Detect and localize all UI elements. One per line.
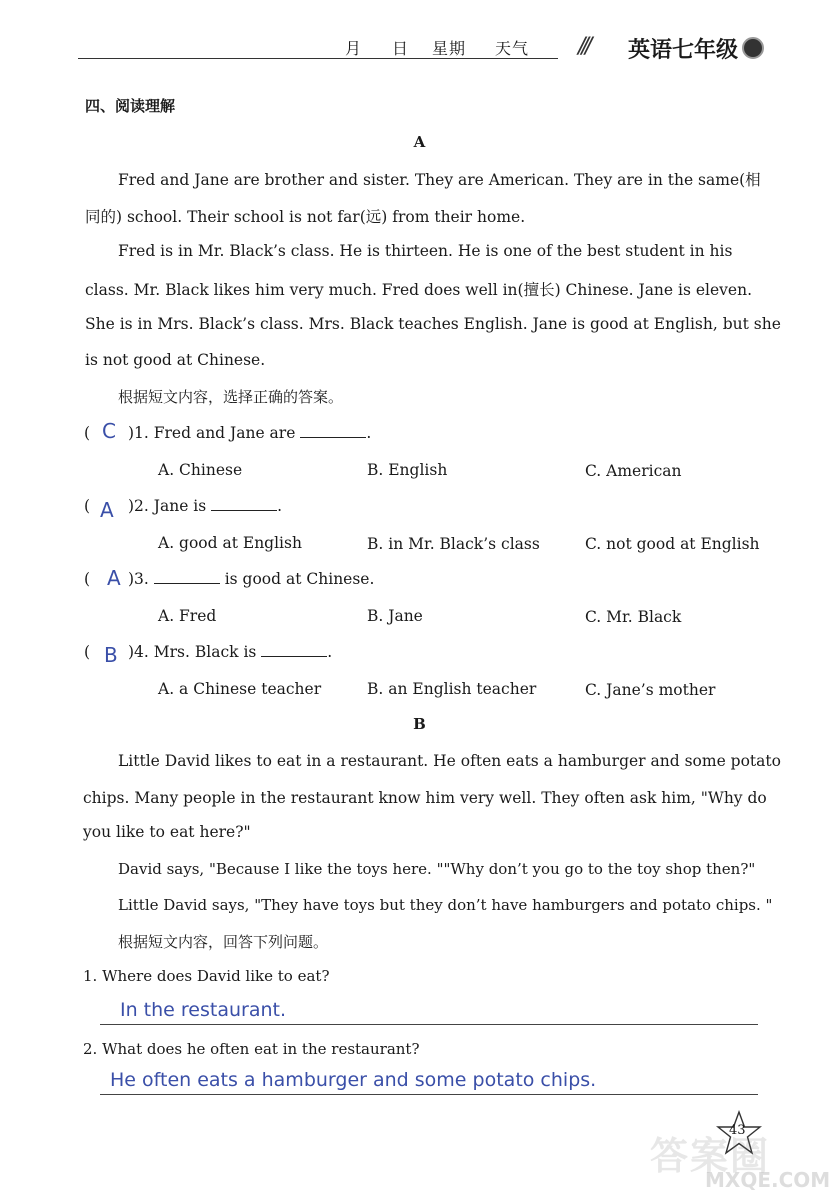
option-c: C. not good at English xyxy=(585,535,760,553)
option-c: C. American xyxy=(585,462,682,480)
handwritten-answer: B xyxy=(104,643,118,667)
header-slashes: /// xyxy=(578,34,589,59)
passage-b-line: Little David likes to eat in a restaurant. He often eats a hamburger and some potato xyxy=(118,752,781,770)
handwritten-answer: He often eats a hamburger and some potato chips. xyxy=(110,1069,597,1091)
part-b-label: B xyxy=(413,715,426,733)
page-number: 43 xyxy=(729,1123,746,1138)
section-title: 四、阅读理解 xyxy=(85,97,176,115)
passage-b-line: chips. Many people in the restaurant know him very well. They often ask him, "Why do xyxy=(83,789,767,807)
answer-blank xyxy=(154,571,220,584)
watermark: 答案圈 xyxy=(650,1134,771,1178)
badge-icon xyxy=(742,37,764,59)
header-weekday: 星期 xyxy=(432,39,467,58)
question-b2: 2. What does he often eat in the restaurant? xyxy=(83,1040,420,1058)
handwritten-answer: In the restaurant. xyxy=(120,999,287,1021)
option-b: B. an English teacher xyxy=(367,680,537,698)
handwritten-answer: C xyxy=(102,419,116,443)
passage-a-line: She is in Mrs. Black’s class. Mrs. Black teaches English. Jane is good at English, but she xyxy=(85,315,781,333)
question-stem: )2. Jane is . xyxy=(128,497,283,515)
passage-a-line: Fred is in Mr. Black’s class. He is thirteen. He is one of the best student in his xyxy=(118,242,733,260)
option-b: B. English xyxy=(367,461,448,479)
passage-a-line: 同的) school. Their school is not far(远) from their home. xyxy=(85,208,526,226)
header-weather: 天气 xyxy=(495,39,530,58)
option-c: C. Jane’s mother xyxy=(585,681,716,699)
option-a: A. a Chinese teacher xyxy=(158,680,322,698)
handwritten-answer: A xyxy=(107,566,121,590)
answer-line xyxy=(100,1024,758,1025)
passage-b-line: you like to eat here?" xyxy=(83,823,251,841)
watermark-url: MXQE.COM xyxy=(705,1168,831,1192)
answer-blank xyxy=(261,644,327,657)
option-b: B. Jane xyxy=(367,607,423,625)
part-a-label: A xyxy=(413,133,426,151)
option-a: A. Fred xyxy=(158,607,217,625)
answer-line xyxy=(100,1094,758,1095)
header-title: 英语七年级 xyxy=(628,38,739,63)
answer-blank xyxy=(300,425,366,438)
option-a: A. Chinese xyxy=(158,461,243,479)
passage-a-line: class. Mr. Black likes him very much. Fred does well in(擅长) Chinese. Jane is eleven. xyxy=(85,281,752,299)
option-a: A. good at English xyxy=(158,534,302,552)
question-stem: )1. Fred and Jane are . xyxy=(128,424,372,442)
question-stem: )3. is good at Chinese. xyxy=(128,570,375,588)
passage-b-line: Little David says, "They have toys but they don’t have hamburgers and potato chips. " xyxy=(118,896,773,914)
passage-a-line: is not good at Chinese. xyxy=(85,351,266,369)
passage-b-line: David says, "Because I like the toys here. ""Why don’t you go to the toy shop then?" xyxy=(118,860,756,878)
passage-a-line: Fred and Jane are brother and sister. They are American. They are in the same(相 xyxy=(118,171,761,189)
worksheet-page: 月 日 星期 天气 /// 英语七年级 四、阅读理解 A Fred and Jane are brother and sister. They are American. They are in the same(相 同的) school. Their school is not far(远) from their home. Fred is in Mr. Black’s class. He is thirteen. He is one of the best student in his class. Mr. Black likes him very much. Fred does well in(擅长) Chinese. Jane is eleven. She is in Mrs. Black’s class. Mrs. Black teaches English. Jane is good at English, but she is not good at Chinese. 根据短文内容，选择正确的答案。 ( C )1. Fred and Jane are . A. Chinese B. English C. American ( A )2. Jane is . A. good at English B. in Mr. Black’s class C. not good at English ( A )3. is good at Chinese. A. Fred B. Jane C. Mr. Black ( B )4. Mrs. Black is . A. a Chinese teacher B. an English teacher C. Jane’s mother B Little David likes to eat in a restaurant. He often eats a hamburger and some potato chips. Many people in the restaurant know him very well. They often ask him, "Why do you like to eat here?" David says, "Because I like the toys here. ""Why don’t you go to the toy shop then?" Little David says, "They have toys but they don’t have hamburgers and potato chips. " 根据短文内容，回答下列问题。 1. Where does David like to eat? In the restaurant. 2. What does he often eat in the restaurant? He often eats a hamburger and some potato chips. 43 答案圈 MXQE.COM xyxy=(0,0,839,1200)
question-stem: )4. Mrs. Black is . xyxy=(128,643,333,661)
header-rule xyxy=(78,58,558,59)
instruction-b: 根据短文内容，回答下列问题。 xyxy=(118,933,329,951)
option-c: C. Mr. Black xyxy=(585,608,682,626)
header-month: 月 xyxy=(345,39,363,58)
option-b: B. in Mr. Black’s class xyxy=(367,535,540,553)
answer-blank xyxy=(211,498,277,511)
question-b1: 1. Where does David like to eat? xyxy=(83,967,330,985)
handwritten-answer: A xyxy=(100,498,114,522)
header-day: 日 xyxy=(392,39,410,58)
instruction-a: 根据短文内容，选择正确的答案。 xyxy=(118,388,344,406)
